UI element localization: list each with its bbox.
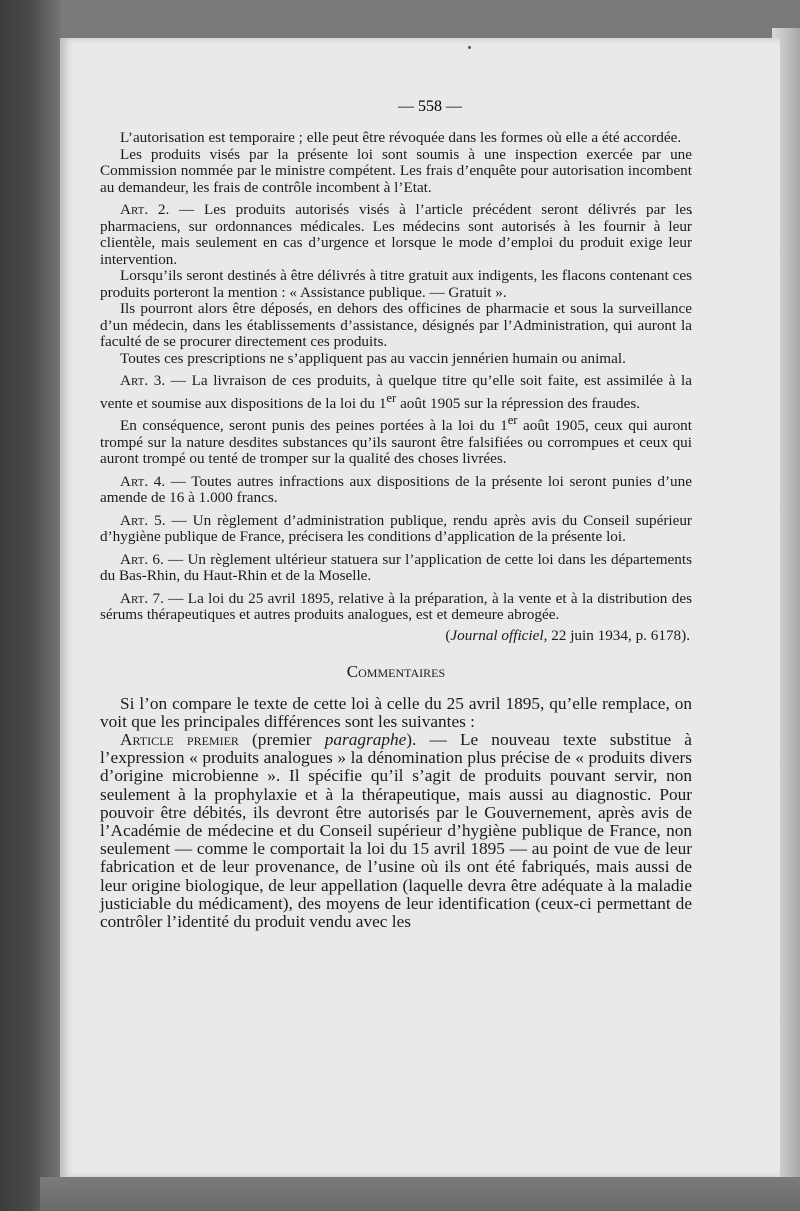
citation-rest: , 22 juin 1934, p. 6178). [543,626,690,644]
article-5 [100,513,692,546]
paragraph-text: En conséquence, seront punis des peines portées à la loi du 1 [120,417,508,435]
scan-bottom-margin [40,1177,800,1211]
paragraph [100,412,692,468]
section-heading: Commentaires [346,662,446,682]
citation-open: ( [445,626,451,644]
paper-speck [468,46,471,49]
superscript: er [507,413,518,428]
article-text: — Toutes autres infractions aux dispositions de la présente loi seront punies d’une amende de 16 à 1.000 francs. [100,472,692,507]
article-text: — Un règlement ultérieur statuera sur l’application de cette loi dans les départements du Bas-Rhin, du Haut-Rhin et de la Moselle. [100,550,692,585]
article-6 [100,552,692,585]
commentary-article-1 [100,731,692,931]
article-label: Art. 6. [120,550,164,568]
article-3 [100,373,692,412]
citation [100,628,692,645]
article-text: — La livraison de ces produits, à quelque titre qu’elle soit faite, est assimilée à la vente et soumise aux dispositions de la loi du 1 [100,372,692,412]
article-text: août 1905 sur la répression des fraudes. [396,394,641,412]
article-4 [100,474,692,507]
paragraph-ref-close: ). [406,730,417,750]
article-label: Art. 7. [120,589,164,607]
article-text: — La loi du 25 avril 1895, relative à la préparation, à la vente et à la distribution des sérums thérapeutiques et autres produits analogues, est et demeure abrogée. [100,589,692,624]
paragraph-text: août 1905, ceux qui auront trompé sur la nature desdites substances qu’ils sauront être falsifiées ou corrompues et ceux qui auront trompé ou tenté de tromper sur la qualité des choses livrées. [100,417,692,468]
paragraph: Toutes ces prescriptions ne s’appliquent pas au vaccin jennérien humain ou animal. [120,349,626,367]
article-label: Art. 2. [120,201,170,218]
article-text: — Un règlement d’administration publique, rendu après avis du Conseil supérieur d’hygiène publique de France, précisera les conditions d’application de la présente loi. [100,511,692,546]
paragraph: L’autorisation est temporaire ; elle peut être révoquée dans les formes où elle a été accordée. [120,129,682,146]
journal-title: Journal officiel [450,626,544,644]
article-text: — Les produits autorisés visés à l’article précédent seront délivrés par les pharmaciens, sur ordonnances médicales. Les médecins sont autorisés à les fournir à leur clientèle, mais seulement en cas d’urgence et lorsque le mode d’emploi du produit exige leur intervention. [100,201,692,268]
article-7 [100,591,692,624]
commentary [100,695,692,932]
superscript: er [386,390,397,405]
paragraph: Ils pourront alors être déposés, en dehors des officines de pharmacie et sous la surveillance d’un médecin, dans les établissements d’assistance, désignés par l’Administration, qui auront la faculté de se procurer directement ces produits. [100,300,692,350]
paragraph: Les produits visés par la présente loi sont soumis à une inspection exercée par une Commission nommée par le ministre compétent. Les frais d’enquête pour autorisation incombent au demandeur, les frais de contrôle incombent à l’Etat. [100,145,692,196]
article-label: Art. 3. [120,372,166,389]
article-2 [100,202,692,268]
law-text [100,130,692,931]
paragraph: Lorsqu’ils seront destinés à être délivrés à titre gratuit aux indigents, les flacons contenant ces produits porteront la mention : « Assistance publique. — Gratuit ». [100,267,692,301]
page-number: — 558 — [398,98,462,115]
paragraph-ref-open: (premier [238,730,325,750]
commentary-text: — Le nouveau texte substitue à l’expression « produits analogues » la dénomination plus précise de « produits divers d’origine microbienne ». Il spécifie qu’il s’agit de produits pouvant servir, non seulement à la prophylaxie et à la thérapeutique, mais aussi au diagnostic. Pour pouvoir être débités, ils devront être autorisés par le Gouvernement, après avis de l’Académie de médecine et du Conseil supérieur d’hygiène publique de France, non seulement — comme le comportait la loi du 15 avril 1895 — au point de vue de leur fabrication et de leur provenance, de l’usine où ils ont été fabriqués, mais aussi de leur origine biologique, de leur appellation (laquelle devra être adéquate à la maladie justiciable du médicament), des moyens de leur identification (ceux-ci permettant de contrôler l’identité du produit vendu avec les [100,730,692,932]
paragraph: Si l’on compare le texte de cette loi à celle du 25 avril 1895, qu’elle remplace, on voit que les principales différences sont les suivantes : [100,693,692,731]
article-label: Art. 4. [120,472,166,490]
article-label: Art. 5. [120,511,166,529]
paragraph-ref-word: paragraphe [324,730,407,750]
article-label: Article premier [120,730,239,750]
